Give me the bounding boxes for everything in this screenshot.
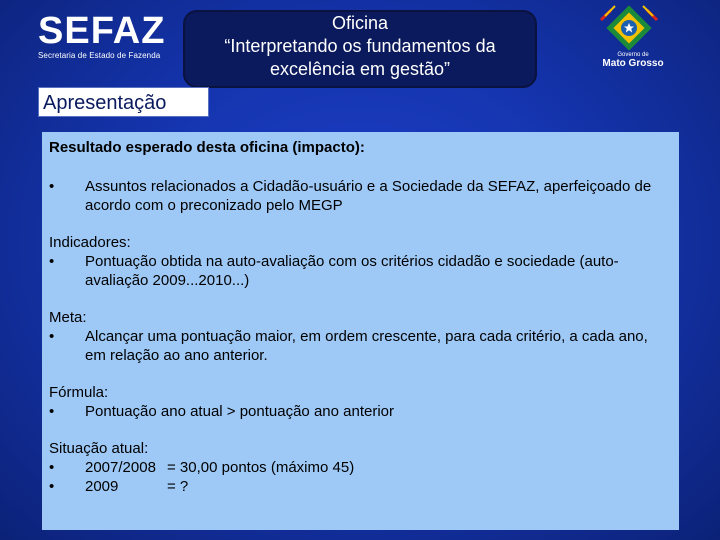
situacao-year: 2007/2008 bbox=[85, 459, 156, 476]
logo-text: SEFAZ bbox=[38, 10, 166, 52]
bullet: • bbox=[49, 403, 55, 420]
meta-label: Meta: bbox=[49, 309, 87, 326]
bullet: • bbox=[49, 253, 55, 270]
situacao-group bbox=[49, 439, 672, 496]
gov-name-mato: Mato bbox=[602, 58, 626, 69]
list-item bbox=[49, 477, 672, 496]
list-item bbox=[49, 402, 672, 421]
gov-line-1: Governo de bbox=[617, 52, 649, 58]
list-item bbox=[49, 458, 672, 477]
situacao-row bbox=[85, 477, 672, 496]
government-label bbox=[602, 52, 664, 69]
indicadores-label: Indicadores: bbox=[49, 234, 131, 251]
situacao-label: Situação atual: bbox=[49, 440, 149, 457]
gov-name-grosso: Grosso bbox=[628, 58, 664, 69]
bullet: • bbox=[49, 178, 55, 195]
bullet: • bbox=[49, 459, 55, 476]
title-line-2: “Interpretando os fundamentos da bbox=[224, 36, 496, 56]
situacao-value: = 30,00 pontos (máximo 45) bbox=[167, 459, 355, 476]
situacao-year: 2009 bbox=[85, 478, 119, 495]
list-item bbox=[49, 177, 672, 215]
meta-group bbox=[49, 308, 672, 365]
presentation-title bbox=[183, 10, 537, 88]
title-line-3: excelência em gestão” bbox=[269, 59, 451, 79]
indicadores-group bbox=[49, 233, 672, 290]
indicadores-text: Pontuação obtida na auto-avaliação com os critérios cidadão e sociedade (auto-avaliação 2009...2010...) bbox=[85, 253, 619, 289]
bullet: • bbox=[49, 478, 55, 495]
title-line-1: Oficina bbox=[331, 13, 389, 33]
impact-text: Assuntos relacionados a Cidadão-usuário e a Sociedade da SEFAZ, aperfeiçoado de acordo com o preconizado pelo MEGP bbox=[85, 178, 652, 214]
gov-line-2 bbox=[602, 58, 664, 69]
formula-label: Fórmula: bbox=[49, 384, 109, 401]
bullet: • bbox=[49, 328, 55, 345]
situacao-value: = ? bbox=[167, 478, 189, 495]
situacao-row bbox=[85, 458, 672, 477]
content-panel bbox=[42, 132, 679, 530]
meta-text: Alcançar uma pontuação maior, em ordem crescente, para cada critério, a cada ano, em relação ao ano anterior. bbox=[85, 328, 648, 364]
logo-subtitle: Secretaria de Estado de Fazenda bbox=[38, 51, 161, 60]
list-item bbox=[49, 252, 672, 290]
section-label: Apresentação bbox=[38, 87, 209, 117]
content-heading: Resultado esperado desta oficina (impacto): bbox=[49, 139, 365, 156]
formula-text: Pontuação ano atual > pontuação ano anterior bbox=[85, 403, 394, 420]
sefaz-logo bbox=[38, 12, 165, 60]
impact-group bbox=[49, 177, 672, 215]
formula-group bbox=[49, 383, 672, 421]
list-item bbox=[49, 327, 672, 365]
